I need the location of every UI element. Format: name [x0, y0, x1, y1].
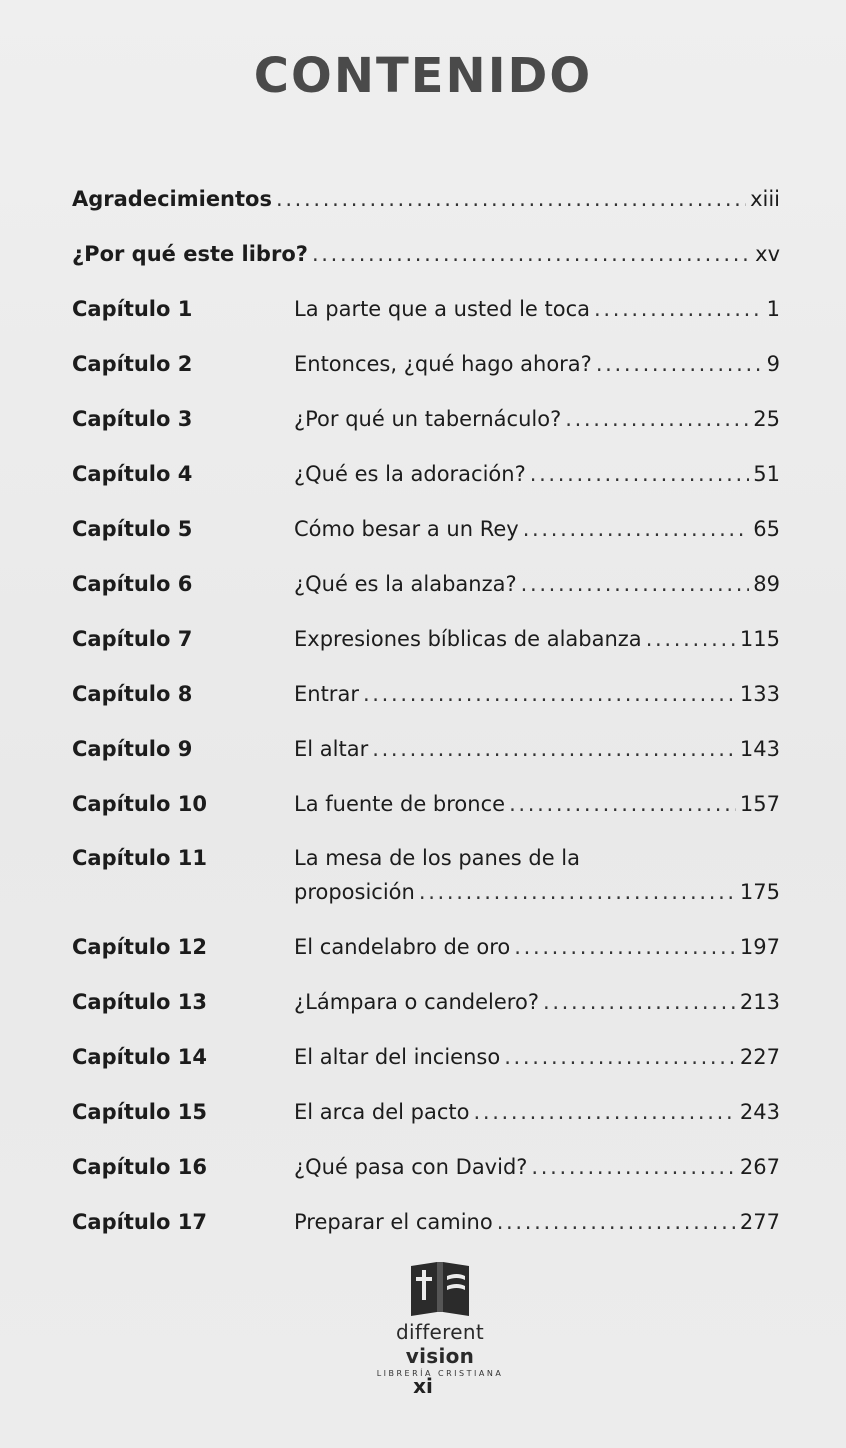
chapter-page: 25 — [753, 407, 780, 431]
chapter-label: Capítulo 2 — [72, 352, 193, 376]
chapter-page: 267 — [739, 1155, 780, 1179]
dot-leader — [594, 292, 763, 326]
dot-leader — [596, 347, 763, 381]
chapter-page: 277 — [739, 1210, 780, 1234]
chapter-title: Cómo besar a un Rey — [294, 517, 519, 541]
chapter-label: Capítulo 14 — [72, 1045, 207, 1069]
store-name-light: different — [396, 1320, 484, 1344]
chapter-label: Capítulo 7 — [72, 627, 193, 651]
page-number: xi — [413, 1374, 433, 1398]
chapter-page: 133 — [739, 682, 780, 706]
page-title: CONTENIDO — [253, 48, 593, 104]
dot-leader — [646, 622, 736, 656]
dot-leader — [530, 457, 750, 491]
toc-entry-title: Agradecimientos — [72, 187, 272, 211]
dot-leader — [419, 875, 736, 909]
store-name — [360, 1320, 520, 1368]
chapter-title: ¿Lámpara o candelero? — [294, 990, 539, 1014]
chapter-label: Capítulo 13 — [72, 990, 207, 1014]
dot-leader — [474, 1095, 736, 1129]
chapter-label: Capítulo 12 — [72, 935, 207, 959]
chapter-title-line-1: La mesa de los panes de la — [294, 846, 581, 870]
chapter-page: 197 — [739, 935, 780, 959]
chapter-page: 227 — [739, 1045, 780, 1069]
dot-leader — [514, 930, 736, 964]
store-subtitle: LIBRERÍA CRISTIANA — [376, 1369, 504, 1378]
chapter-label: Capítulo 10 — [72, 792, 207, 816]
dot-leader — [312, 237, 751, 271]
toc-entry-title: ¿Por qué este libro? — [72, 242, 308, 266]
chapter-label: Capítulo 4 — [72, 462, 193, 486]
dot-leader — [565, 402, 749, 436]
chapter-label: Capítulo 15 — [72, 1100, 207, 1124]
chapter-page: 89 — [753, 572, 780, 596]
dot-leader — [504, 1040, 736, 1074]
chapter-label: Capítulo 6 — [72, 572, 193, 596]
chapter-title: El altar — [294, 737, 369, 761]
chapter-page: 51 — [753, 462, 780, 486]
chapter-page: 143 — [739, 737, 780, 761]
chapter-title: Entonces, ¿qué hago ahora? — [294, 352, 592, 376]
chapter-label: Capítulo 5 — [72, 517, 193, 541]
dot-leader — [509, 787, 736, 821]
chapter-label: Capítulo 11 — [72, 846, 207, 870]
chapter-label: Capítulo 17 — [72, 1210, 207, 1234]
chapter-title: Expresiones bíblicas de alabanza — [294, 627, 642, 651]
chapter-title: Entrar — [294, 682, 359, 706]
chapter-page: 9 — [766, 352, 780, 376]
chapter-page: 243 — [739, 1100, 780, 1124]
chapter-page: 213 — [739, 990, 780, 1014]
chapter-title: La fuente de bronce — [294, 792, 506, 816]
chapter-label: Capítulo 16 — [72, 1155, 207, 1179]
chapter-title: ¿Qué es la adoración? — [294, 462, 526, 486]
chapter-title: Preparar el camino — [294, 1210, 493, 1234]
chapter-title: El candelabro de oro — [294, 935, 511, 959]
dot-leader — [372, 732, 736, 766]
chapter-label: Capítulo 1 — [72, 297, 193, 321]
chapter-label: Capítulo 9 — [72, 737, 193, 761]
dot-leader — [497, 1205, 736, 1239]
chapter-title: ¿Por qué un tabernáculo? — [294, 407, 562, 431]
chapter-title-line-2: proposición — [294, 880, 415, 904]
store-watermark-logo — [360, 1258, 520, 1378]
chapter-page: 1 — [766, 297, 780, 321]
chapter-label: Capítulo 8 — [72, 682, 193, 706]
chapter-page: 115 — [739, 627, 780, 651]
dot-leader — [276, 182, 746, 216]
chapter-title: ¿Qué es la alabanza? — [294, 572, 517, 596]
chapter-title: El altar del incienso — [294, 1045, 501, 1069]
chapter-page: 175 — [739, 880, 780, 904]
chapter-title: ¿Qué pasa con David? — [294, 1155, 528, 1179]
chapter-label: Capítulo 3 — [72, 407, 193, 431]
dot-leader — [523, 512, 750, 546]
chapter-page: 65 — [753, 517, 780, 541]
dot-leader — [543, 985, 736, 1019]
store-name-bold: vision — [405, 1344, 475, 1368]
toc-entry-page: xiii — [750, 187, 780, 211]
chapter-title: El arca del pacto — [294, 1100, 470, 1124]
open-book-cross-icon — [407, 1258, 473, 1318]
chapter-title: La parte que a usted le toca — [294, 297, 591, 321]
dot-leader — [363, 677, 736, 711]
dot-leader — [521, 567, 750, 601]
toc-entry-page: xv — [755, 242, 780, 266]
dot-leader — [531, 1150, 735, 1184]
chapter-page: 157 — [739, 792, 780, 816]
